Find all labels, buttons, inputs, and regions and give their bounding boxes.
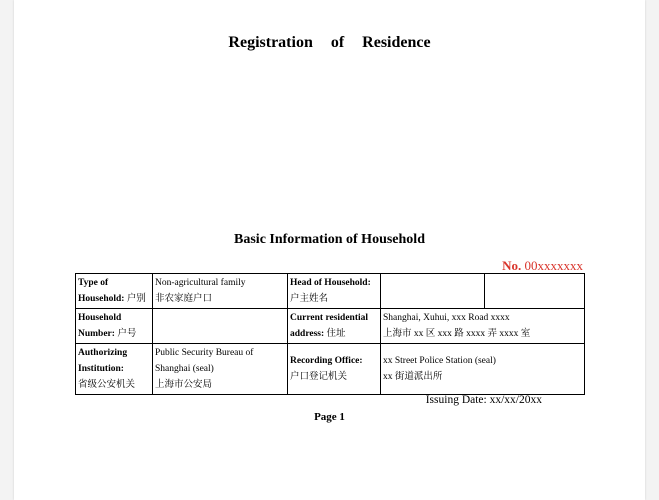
household-type-value: Non-agricultural family 非农家庭户口	[153, 274, 288, 309]
current-address-label: Current residential address: 住址	[288, 309, 381, 344]
recording-office-value: xx Street Police Station (seal) xx 街道派出所	[381, 344, 585, 395]
number-value: 00xxxxxxx	[524, 258, 583, 273]
issuing-date: Issuing Date: xx/xx/20xx	[425, 394, 542, 406]
section-title: Basic Information of Household	[234, 232, 425, 247]
recording-office-label: Recording Office: 户口登记机关	[288, 344, 381, 395]
table-row	[76, 274, 585, 309]
document-title: Registration of Residence	[228, 34, 431, 51]
registration-number	[502, 258, 583, 274]
head-of-household-value	[381, 274, 485, 309]
authorizing-institution-value: Public Security Bureau of Shanghai (seal) 上海市公安局	[153, 344, 288, 395]
document-page	[14, 0, 645, 500]
household-number-label: Household Number: 户号	[76, 309, 153, 344]
table-row	[76, 344, 585, 395]
household-number-value	[153, 309, 288, 344]
table-row	[76, 309, 585, 344]
household-type-label: Type of Household: 户别	[76, 274, 153, 309]
current-address-value: Shanghai, Xuhui, xxx Road xxxx 上海市 xx 区 xxx 路 xxxx 弄 xxxx 室	[381, 309, 585, 344]
extra-value-cell	[485, 274, 585, 309]
household-info-table	[75, 273, 585, 395]
authorizing-institution-label: Authorizing Institution: 省级公安机关	[76, 344, 153, 395]
head-of-household-label: Head of Household: 户主姓名	[288, 274, 381, 309]
number-label: No.	[502, 258, 522, 273]
page-number: Page 1	[314, 411, 345, 423]
